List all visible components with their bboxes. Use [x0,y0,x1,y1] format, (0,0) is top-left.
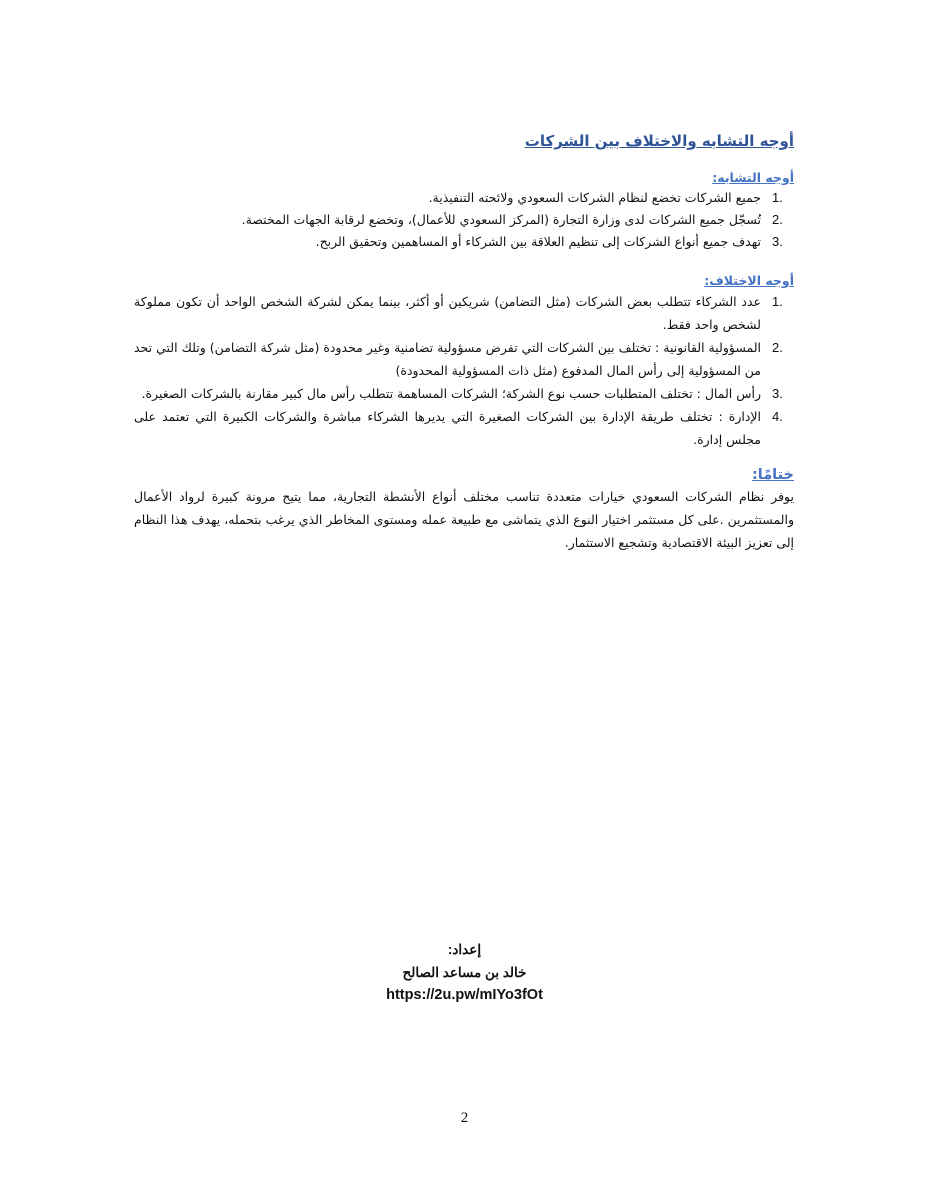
list-item-text: تُسجّل جميع الشركات لدى وزارة التجارة (المركز السعودي للأعمال)، وتخضع لرقابة الجهات المختصة. [241,212,761,227]
list-item-text: المسؤولية القانونية : تختلف بين الشركات التي تفرض مسؤولية تضامنية وغير محدودة (مثل شركة التضامن) وتلك التي تحد من المسؤولية إلى رأس المال المدفوع (مثل ذات المسؤولية المحدودة) [134,340,761,378]
closing-heading: ختامًا: [751,467,794,483]
differences-list [134,290,794,451]
list-number: 1. [772,190,783,205]
list-number: 3. [772,386,783,401]
document-body [134,132,794,554]
page-title: أوجه التشابه والاختلاف بين الشركات [524,132,794,150]
list-item-text: رأس المال : تختلف المتطلبات حسب نوع الشركة؛ الشركات المساهمة تتطلب رأس مال كبير مقارنة بالشركات الصغيرة. [141,386,761,401]
list-item-text: تهدف جميع أنواع الشركات إلى تنظيم العلاقة بين الشركاء أو المساهمين وتحقيق الربح. [315,234,761,249]
list-number: 2. [772,340,783,355]
list-item [134,187,794,209]
list-number: 1. [772,294,783,309]
list-item [134,382,794,405]
list-item-text: الإدارة : تختلف طريقة الإدارة بين الشركات الصغيرة التي يديرها الشركاء مباشرة والشركات الكبيرة التي تعتمد على مجلس إدارة. [134,409,761,447]
list-item [134,231,794,253]
similarities-section [134,170,794,253]
author-label: إعداد: [447,942,482,957]
closing-section [134,467,794,554]
list-item-text: جميع الشركات تخضع لنظام الشركات السعودي ولائحته التنفيذية. [428,190,761,205]
differences-section [134,273,794,451]
list-number: 3. [772,234,783,249]
similarities-heading: أوجه التشابه: [712,170,794,185]
list-item [134,405,794,451]
list-item [134,209,794,231]
list-number: 4. [772,409,783,424]
list-item [134,290,794,336]
author-block [0,938,929,1007]
list-number: 2. [772,212,783,227]
list-item [134,336,794,382]
similarities-list [134,187,794,253]
list-item-text: عدد الشركاء تتطلب بعض الشركات (مثل التضامن) شريكين أو أكثر، بينما يمكن لشركة الشخص الواحد أن تكون مملوكة لشخص واحد فقط. [134,294,761,332]
differences-heading: أوجه الاختلاف: [704,273,794,288]
page-number: 2 [460,1110,469,1126]
author-link[interactable]: https://2u.pw/mIYo3fOt [386,987,543,1003]
author-name: خالد بن مساعد الصالح [402,965,527,980]
closing-paragraph: يوفر نظام الشركات السعودي خيارات متعددة تناسب مختلف أنواع الأنشطة التجارية، مما يتيح مرونة كبيرة لرواد الأعمال والمستثمرين .على كل مستثمر اختيار النوع الذي يتماشى مع طبيعة عمله ومستوى المخاطر الذي يرغب بتحمله، يهدف هذا النظام إلى تعزيز البيئة الاقتصادية وتشجيع الاستثمار. [134,489,794,550]
